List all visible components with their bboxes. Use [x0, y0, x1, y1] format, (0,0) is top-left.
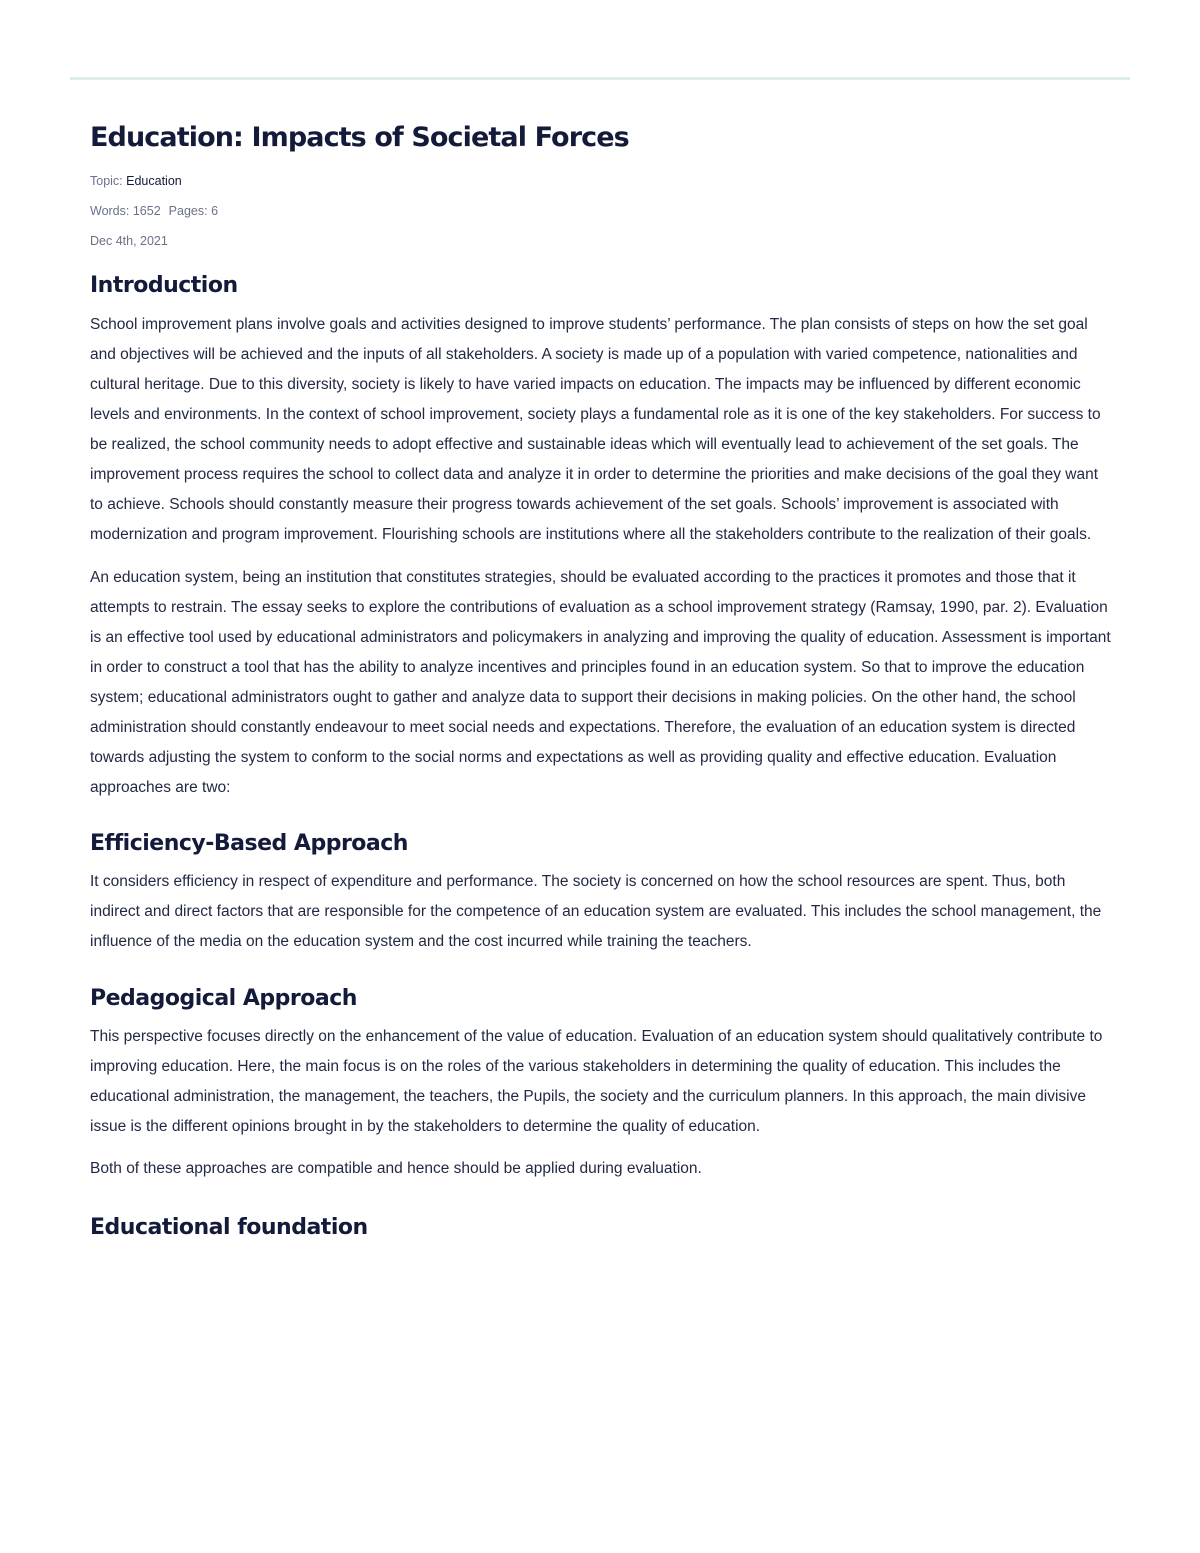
- topic-value: Education: [126, 174, 182, 188]
- date-line: Dec 4th, 2021: [90, 234, 168, 248]
- introduction-paragraph-1: School improvement plans involve goals and activities designed to improve students’ performance. The plan consists of steps on how the set goal and objectives will be achieved and the inputs of all stakeholders. A society is made up of a population with varied competence, nationalities and cultural heritage. Due to this diversity, society is likely to have varied impacts on education. The impacts may be influenced by different economic levels and environments. In the context of school improvement, society plays a fundamental role as it is one of the key stakeholders. For success to be realized, the school community needs to adopt effective and sustainable ideas which will eventually lead to achievement of the set goals. The improvement process requires the school to collect data and analyze it in order to determine the priorities and make decisions of the goal they want to achieve. Schools should constantly measure their progress towards achievement of the set goals. Schools’ improvement is associated with modernization and program improvement. Flourishing schools are institutions where all the stakeholders contribute to the realization of their goals.: [90, 316, 1101, 543]
- pedagogical-approach-paragraph-1: This perspective focuses directly on the enhancement of the value of education. Evaluation of an education system should qualitatively contribute to improving education. Here, the main focus is on the roles of the various stakeholders in determining the quality of education. This includes the educational administration, the management, the teachers, the Pupils, the society and the curriculum planners. In this approach, the main divisive issue is the different opinions brought in by the stakeholders to determine the quality of education.: [90, 1028, 1103, 1135]
- introduction-heading: Introduction: [90, 273, 238, 298]
- words-label: Words:: [90, 204, 130, 218]
- topic-line: [90, 166, 1112, 196]
- efficiency-approach-paragraph: It considers efficiency in respect of expenditure and performance. The society is concerned on how the school resources are spent. Thus, both indirect and direct factors that are responsible for the competence of an education system are evaluated. This includes the school management, the influence of the media on the education system and the cost incurred while training the teachers.: [90, 873, 1102, 950]
- pages-value: 6: [211, 204, 219, 218]
- efficiency-approach-heading: Efficiency-Based Approach: [90, 831, 408, 856]
- top-divider: [70, 77, 1130, 80]
- stats-line: [90, 196, 1112, 226]
- words-value: 1652: [132, 204, 161, 218]
- educational-foundation-heading: Educational foundation: [90, 1215, 368, 1240]
- pages-label: Pages:: [168, 204, 208, 218]
- pedagogical-approach-heading: Pedagogical Approach: [90, 986, 357, 1011]
- pedagogical-approach-paragraph-2: Both of these approaches are compatible and hence should be applied during evaluation.: [90, 1160, 702, 1177]
- introduction-paragraph-2: An education system, being an institution that constitutes strategies, should be evaluated according to the practices it promotes and those that it attempts to restrain. The essay seeks to explore the contributions of evaluation as a school improvement strategy (Ramsay, 1990, par. 2). Evaluation is an effective tool used by educational administrators and policymakers in analyzing and improving the quality of education. Assessment is important in order to construct a tool that has the ability to analyze incentives and principles found in an education system. So that to improve the education system; educational administrators ought to gather and analyze data to support their decisions in making policies. On the other hand, the school administration should constantly endeavour to meet social needs and expectations. Therefore, the evaluation of an education system is directed towards adjusting the system to conform to the social norms and expectations as well as providing quality and effective education. Evaluation approaches are two:: [90, 569, 1111, 796]
- document-title: Education: Impacts of Societal Forces: [90, 122, 629, 153]
- topic-label: Topic:: [90, 174, 123, 188]
- document-body: [90, 112, 1112, 1244]
